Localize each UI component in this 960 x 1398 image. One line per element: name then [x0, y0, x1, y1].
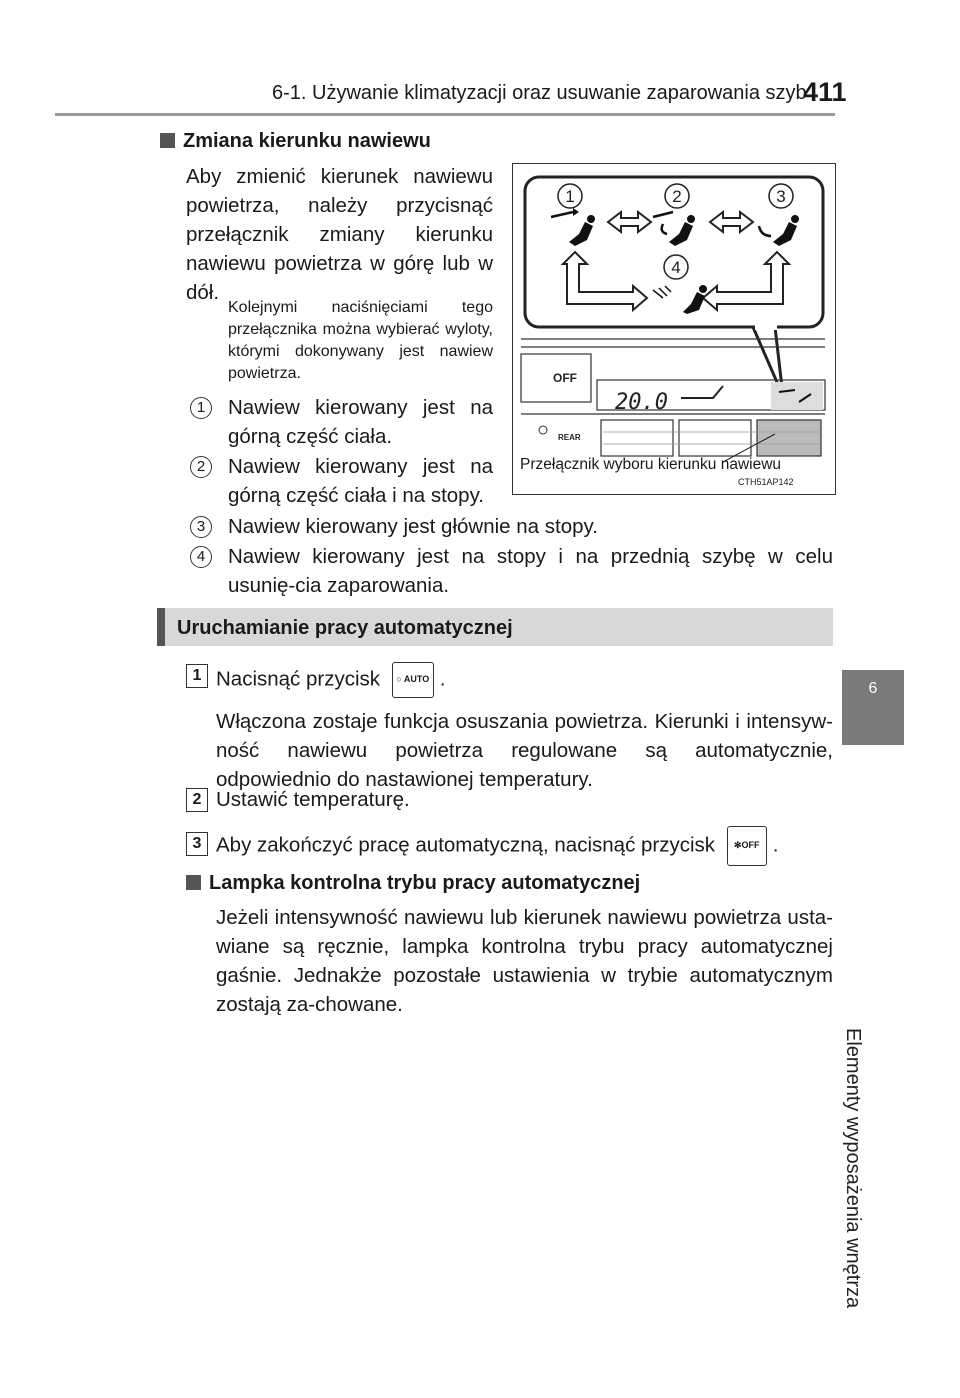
section-heading-lamp: Lampka kontrolna trybu pracy automatycznej — [186, 872, 640, 895]
header-rule — [55, 113, 835, 116]
circled-number: 4 — [190, 546, 212, 568]
header-section-title: 6-1. Używanie klimatyzacji oraz usuwanie zaparowania szyb — [272, 82, 807, 104]
chapter-title: Elementy wyposażenia wnętrza — [842, 1028, 864, 1309]
step-text: Ustawić temperaturę. — [216, 788, 410, 811]
figure-label-1: 1 — [565, 187, 575, 206]
section-title-auto: Uruchamianie pracy automatycznej — [177, 617, 513, 639]
list-item: 1 Nawiew kierowany jest na górną część ciała. — [228, 393, 493, 451]
figure-label-3: 3 — [776, 187, 786, 206]
step-text: Nacisnąć przycisk ○ AUTO . — [216, 662, 445, 698]
chapter-number: 6 — [868, 680, 878, 697]
square-bullet-icon — [186, 875, 201, 890]
square-bullet-icon — [160, 133, 175, 148]
circled-number: 2 — [190, 456, 212, 478]
circled-number: 3 — [190, 516, 212, 538]
figure-illustration — [513, 164, 835, 494]
rear-button-label: REAR — [558, 433, 581, 442]
auto-button-icon: ○ AUTO — [392, 662, 434, 698]
list-item: 3 Nawiew kierowany jest głównie na stopy. — [228, 512, 833, 541]
page-number: 411 — [803, 77, 847, 107]
figure-caption: Przełącznik wyboru kierunku nawiewu — [520, 456, 782, 473]
figure-code: CTH51AP142 — [738, 477, 794, 487]
note-text: Kolejnymi naciśnięciami tego przełącznika można wybierać wyloty, którymi dokonywany jest nawiew powietrza. — [228, 299, 493, 382]
fan-off-button-icon: ✻OFF — [727, 826, 767, 866]
intro-text: Aby zmienić kierunek nawiewu powietrza, należy przycisnąć przełącznik zmiany kierunku nawiewu powietrza w górę lub w dół. — [186, 165, 493, 304]
list-item: 2 Nawiew kierowany jest na górną część ciała i na stopy. — [228, 452, 493, 510]
temp-display: 20.0 — [615, 390, 668, 415]
step-number: 2 — [186, 788, 208, 812]
list-item: 4 Nawiew kierowany jest na stopy i na przednią szybę w celu usunię-cia zaparowania. — [228, 542, 833, 600]
step-text: Aby zakończyć pracę automatyczną, nacisnąć przycisk ✻OFF . — [216, 826, 778, 866]
circled-number: 1 — [190, 397, 212, 419]
step-detail: Włączona zostaje funkcja osuszania powietrza. Kierunki i intensyw-ność nawiewu powietrza regulowane są automatycznie, odpowiednio do nastawionej temperatury. — [216, 710, 833, 791]
off-button-label: OFF — [553, 371, 577, 385]
lamp-text: Jeżeli intensywność nawiewu lub kierunek nawiewu powietrza usta-wiane są ręcznie, lampka kontrolna trybu pracy automatycznej gaśnie. Jednakże pozostałe ustawienia w trybie automatycznym zostają za-chowane. — [216, 906, 833, 1016]
figure-label-4: 4 — [671, 258, 681, 277]
step-number: 3 — [186, 832, 208, 856]
figure-airflow-selector — [512, 163, 836, 495]
step-number: 1 — [186, 664, 208, 688]
figure-label-2: 2 — [672, 187, 682, 206]
section-heading-direction: Zmiana kierunku nawiewu — [160, 130, 431, 153]
